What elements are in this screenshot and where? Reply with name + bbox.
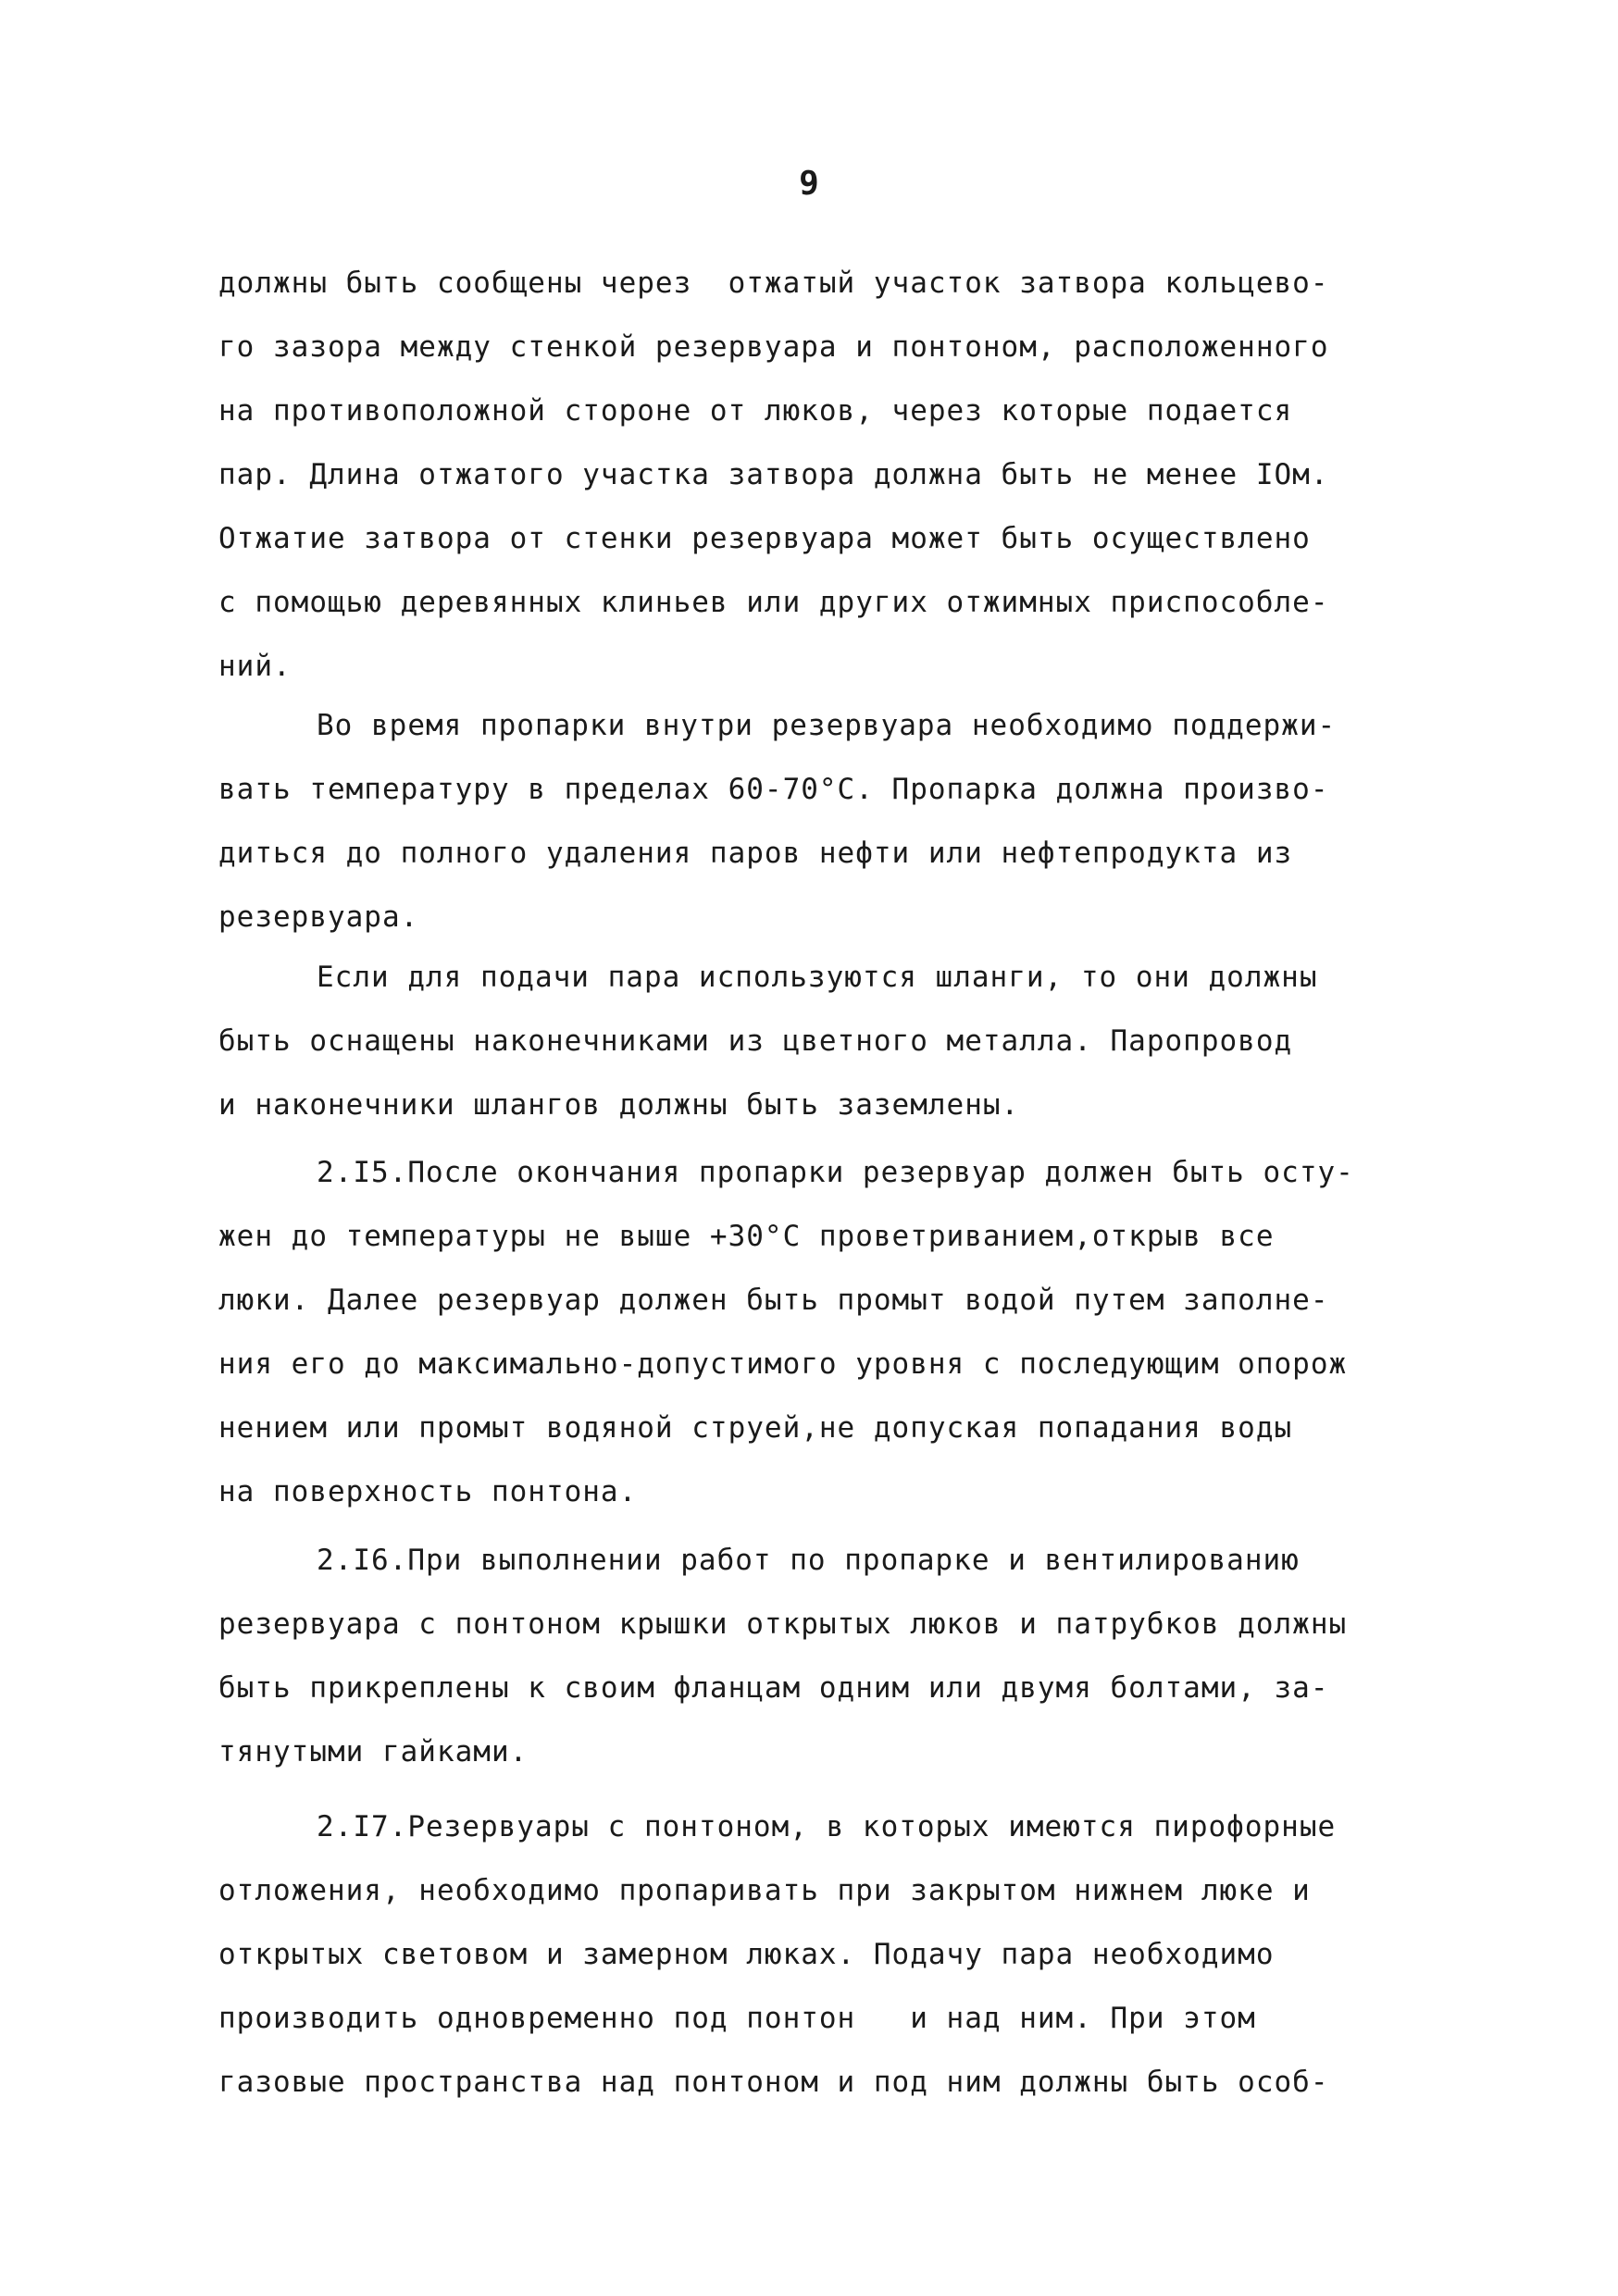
paragraph-continuation — [218, 252, 1422, 699]
text-line: го зазора между стенкой резервуара и понтоном, расположенного — [218, 330, 1329, 364]
text-line: с помощью деревянных клиньев или других отжимных приспособле- — [218, 586, 1329, 619]
text-line: и наконечники шлангов должны быть заземлены. — [218, 1088, 1020, 1122]
text-line: тянутыми гайками. — [218, 1735, 529, 1769]
text-line: Во время пропарки внутри резервуара необходимо поддержи- — [317, 709, 1337, 742]
text-line: 2.I7.Резервуары с понтоном, в которых имеются пирофорные — [317, 1810, 1337, 1843]
text-line: производить одновременно под понтон и над ним. При этом — [218, 2002, 1256, 2035]
paragraph-2-17 — [218, 1795, 1422, 2115]
text-line: ния его до максимально-допустимого уровня с последующим опорож — [218, 1347, 1348, 1381]
text-line: жен до температуры не выше +30°С проветриванием,открыв все — [218, 1220, 1275, 1253]
text-line: ний. — [218, 650, 292, 683]
paragraph-steaming-temperature — [218, 694, 1422, 949]
page-number: 9 — [799, 165, 819, 203]
text-line: отложения, необходимо пропаривать при закрытом нижнем люке и — [218, 1874, 1311, 1907]
paragraph-2-16 — [218, 1529, 1422, 1784]
text-line: резервуара с понтоном крышки открытых люков и патрубков должны — [218, 1607, 1348, 1641]
text-line: 2.I5.После окончания пропарки резервуар должен быть осту- — [317, 1156, 1354, 1189]
text-line: газовые пространства над понтоном и под ним должны быть особ- — [218, 2066, 1329, 2099]
text-line: вать температуру в пределах 60-70°С. Пропарка должна произво- — [218, 773, 1329, 806]
text-line: открытых световом и замерном люках. Подачу пара необходимо — [218, 1938, 1275, 1971]
paragraph-hoses — [218, 946, 1422, 1137]
text-line: люки. Далее резервуар должен быть промыт водой путем заполне- — [218, 1284, 1329, 1317]
text-line: резервуара. — [218, 900, 419, 934]
text-line: нением или промыт водяной струей,не допуская попадания воды — [218, 1411, 1293, 1445]
text-line: на противоположной стороне от люков, через которые подается — [218, 394, 1293, 428]
text-line: быть оснащены наконечниками из цветного металла. Паропровод — [218, 1024, 1293, 1058]
text-line: на поверхность понтона. — [218, 1475, 638, 1508]
text-line: 2.I6.При выполнении работ по пропарке и вентилированию — [317, 1544, 1300, 1577]
text-line: Отжатие затвора от стенки резервуара может быть осуществлено — [218, 522, 1311, 555]
text-line: пар. Длина отжатого участка затвора должна быть не менее IOм. — [218, 458, 1329, 491]
text-line: должны быть сообщены через отжатый участок затвора кольцево- — [218, 267, 1329, 300]
text-line: диться до полного удаления паров нефти или нефтепродукта из — [218, 837, 1293, 870]
text-line: быть прикреплены к своим фланцам одним или двумя болтами, за- — [218, 1671, 1329, 1705]
text-line: Если для подачи пара используются шланги, то они должны — [317, 961, 1318, 994]
paragraph-2-15 — [218, 1141, 1422, 1524]
